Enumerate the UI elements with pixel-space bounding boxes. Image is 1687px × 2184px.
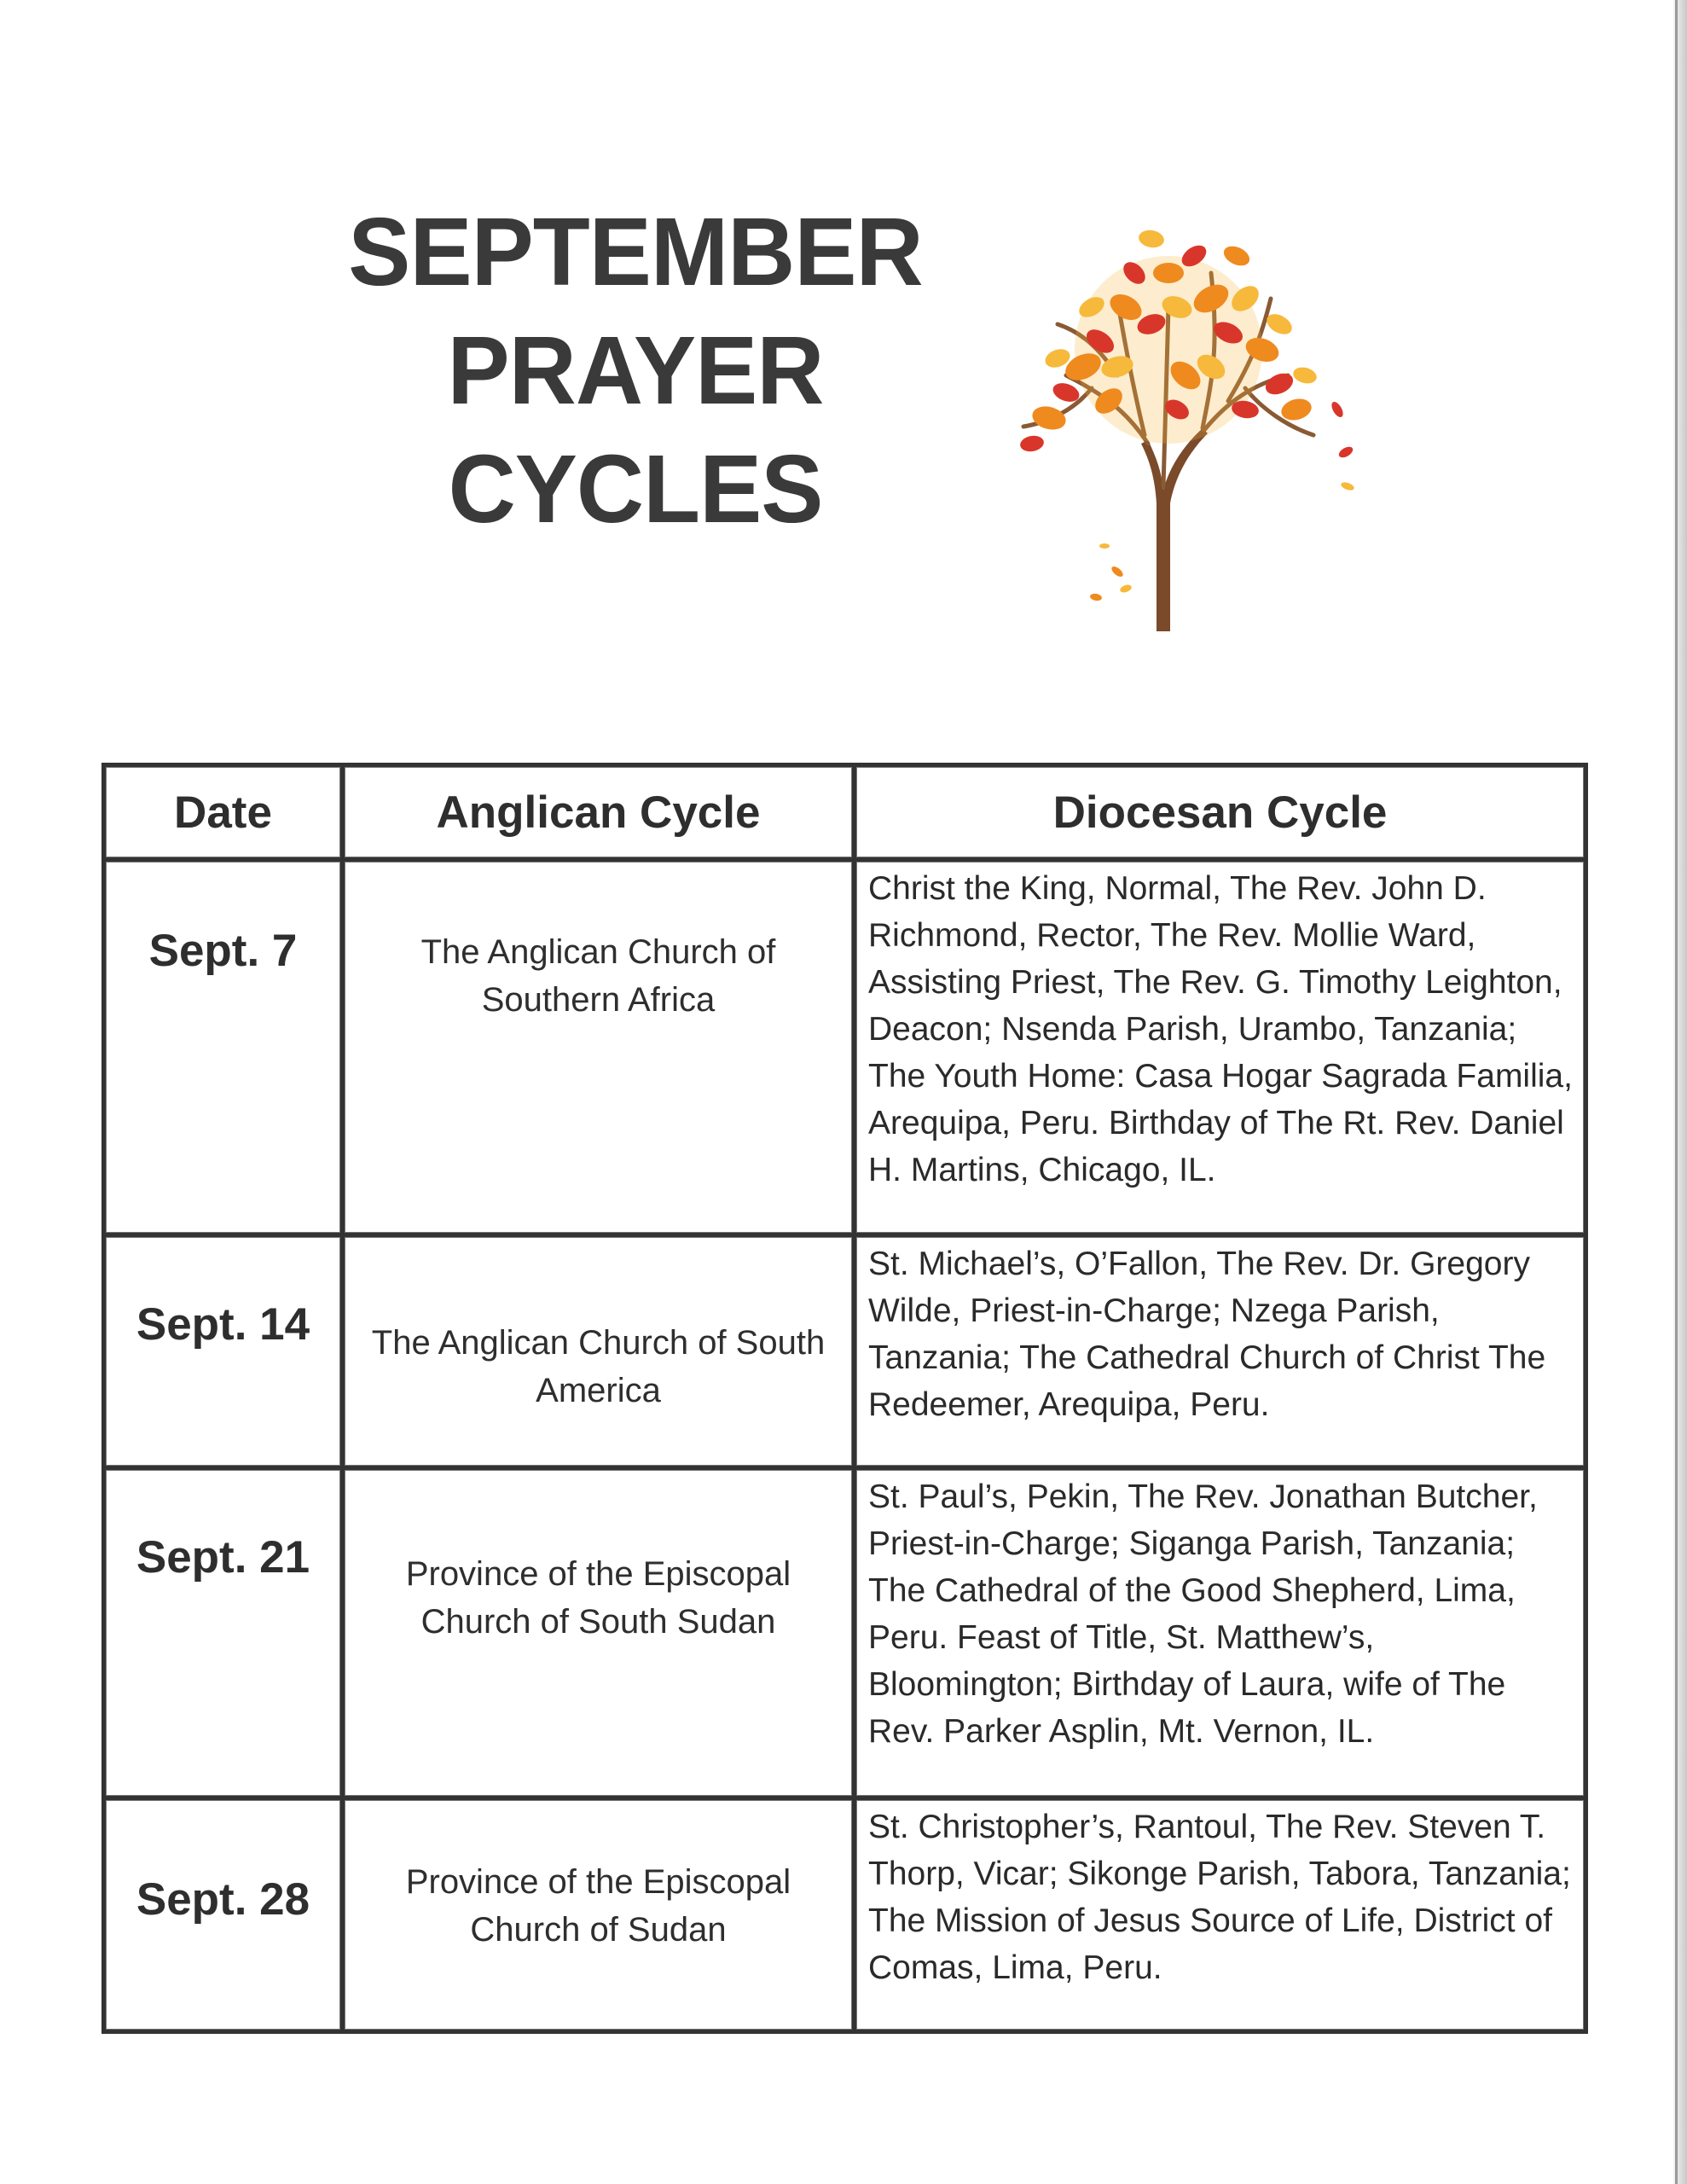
anglican-cycle-cell: The Anglican Church of Southern Africa xyxy=(343,860,855,1235)
page-title xyxy=(292,193,978,549)
title-line-3: CYCLES xyxy=(448,435,823,543)
diocesan-cycle-cell: St. Christopher’s, Rantoul, The Rev. Steven T. Thorp, Vicar; Sikonge Parish, Tabora, Tanzania; The Mission of Jesus Source of Life, District of Comas, Lima, Peru. xyxy=(855,1798,1586,2032)
date-cell: Sept. 7 xyxy=(104,860,343,1235)
date-cell: Sept. 28 xyxy=(104,1798,343,2032)
header-date: Date xyxy=(104,765,343,860)
autumn-tree-illustration xyxy=(955,205,1365,648)
date-cell: Sept. 14 xyxy=(104,1234,343,1468)
anglican-cycle-cell: Province of the Episcopal Church of Sudan xyxy=(343,1798,855,2032)
title-line-2: PRAYER xyxy=(447,317,824,424)
anglican-cycle-cell: The Anglican Church of South America xyxy=(343,1234,855,1468)
table-row xyxy=(104,860,1586,1235)
table-row xyxy=(104,1468,1586,1798)
header-anglican-cycle: Anglican Cycle xyxy=(343,765,855,860)
diocesan-cycle-cell: St. Paul’s, Pekin, The Rev. Jonathan Butcher, Priest-in-Charge; Siganga Parish, Tanzania; The Cathedral of the Good Shepherd, Lima, Peru. Feast of Title, St. Matthew’s, Bloomington; Birthday of Laura, wife of The Rev. Parker Asplin, Mt. Vernon, IL. xyxy=(855,1468,1586,1798)
tree-trunk xyxy=(1141,428,1208,631)
diocesan-cycle-cell: Christ the King, Normal, The Rev. John D. Richmond, Rector, The Rev. Mollie Ward, Assisting Priest, The Rev. G. Timothy Leighton, Deacon; Nsenda Parish, Urambo, Tanzania; The Youth Home: Casa Hogar Sagrada Familia, Arequipa, Peru. Birthday of The Rt. Rev. Daniel H. Martins, Chicago, IL. xyxy=(855,860,1586,1235)
table-header-row xyxy=(104,765,1586,860)
diocesan-cycle-cell: St. Michael’s, O’Fallon, The Rev. Dr. Gregory Wilde, Priest-in-Charge; Nzega Parish, Tanzania; The Cathedral Church of Christ The Redeemer, Arequipa, Peru. xyxy=(855,1234,1586,1468)
table-row xyxy=(104,1234,1586,1468)
prayer-cycle-table xyxy=(101,763,1588,2034)
title-line-1: SEPTEMBER xyxy=(348,198,923,305)
page-right-edge xyxy=(1673,0,1687,2184)
date-cell: Sept. 21 xyxy=(104,1468,343,1798)
anglican-cycle-cell: Province of the Episcopal Church of South Sudan xyxy=(343,1468,855,1798)
table-row xyxy=(104,1798,1586,2032)
tree-foliage xyxy=(1019,229,1319,454)
header-diocesan-cycle: Diocesan Cycle xyxy=(855,765,1586,860)
